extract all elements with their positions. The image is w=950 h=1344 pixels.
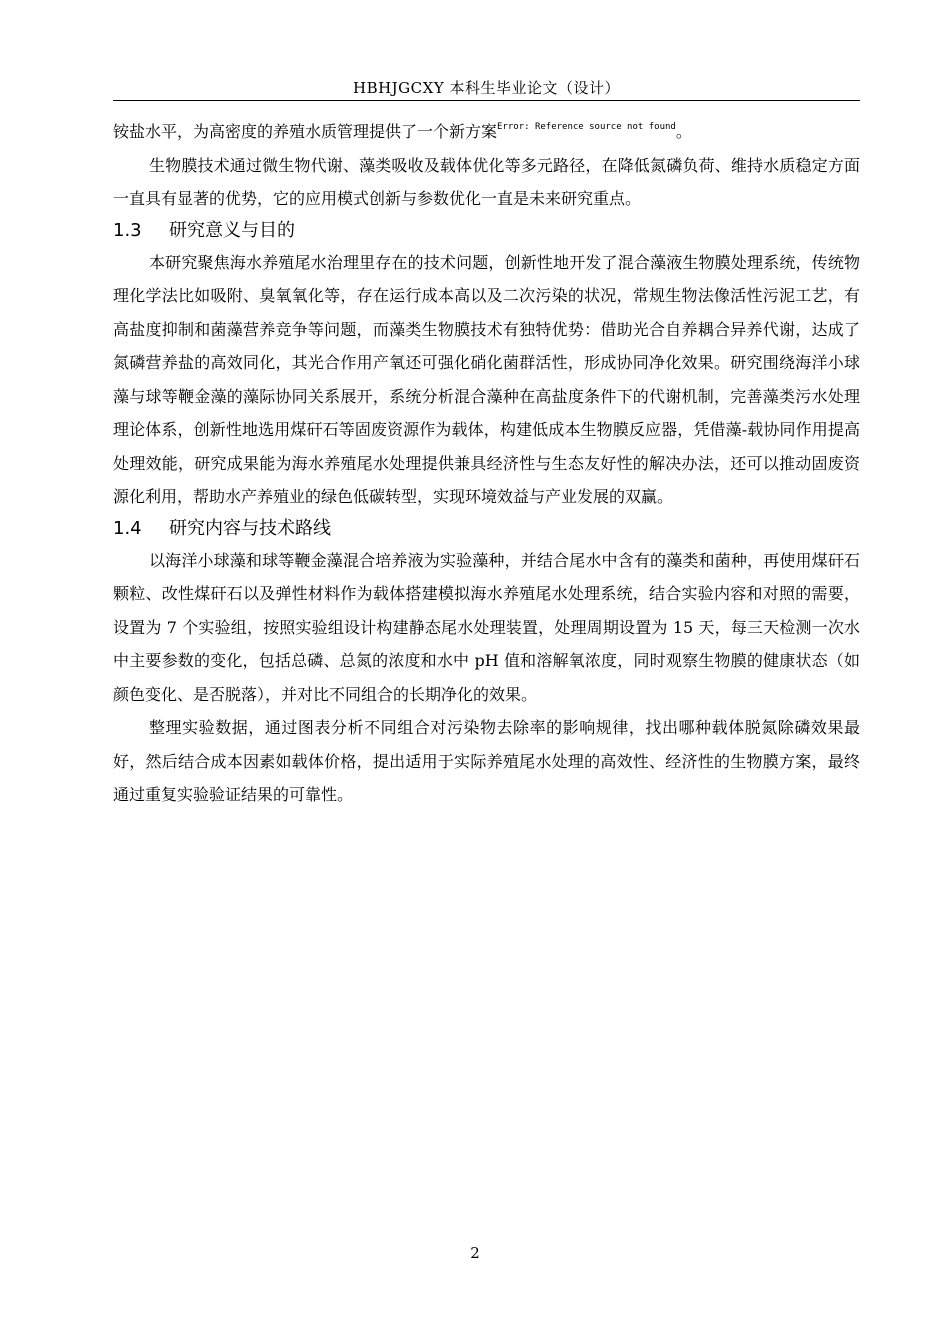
paragraph-biofilm-summary: 生物膜技术通过微生物代谢、藻类吸收及载体优化等多元路径，在降低氮磷负荷、维持水质稳定方面一直具有显著的优势，它的应用模式创新与参数优化一直是未来研究重点。 (113, 155, 860, 208)
section-number: 1.3 (113, 219, 142, 241)
running-header: HBHJGCXY 本科生毕业论文（设计） (352, 79, 620, 97)
page-body (113, 115, 860, 812)
section-number: 1.4 (113, 517, 142, 539)
page-number: 2 (470, 1244, 480, 1262)
paragraph-research-significance: 本研究聚焦海水养殖尾水治理里存在的技术问题，创新性地开发了混合藻液生物膜处理系统，传统物理化学法比如吸附、臭氧氧化等，存在运行成本高以及二次污染的状况，常规生物法像活性污泥工艺，有高盐度抑制和菌藻营养竞争等问题，而藻类生物膜技术有独特优势：借助光合自养耦合异养代谢，达成了氮磷营养盐的高效同化，其光合作用产氧还可强化硝化菌群活性，形成协同净化效果。研究围绕海洋小球藻与球等鞭金藻的藻际协同关系展开，系统分析混合藻种在高盐度条件下的代谢机制，完善藻类污水处理理论体系，创新性地选用煤矸石等固废资源作为载体，构建低成本生物膜反应器，凭借藻-载协同作用提高处理效能，研究成果能为海水养殖尾水处理提供兼具经济性与生态友好性的解决办法，还可以推动固废资源化利用，帮助水产养殖业的绿色低碳转型，实现环境效益与产业发展的双赢。 (113, 252, 860, 506)
header-rule (113, 100, 860, 101)
continued-paragraph (113, 115, 860, 149)
paragraph-end-punct: 。 (675, 122, 692, 141)
reference-error-note: Error: Reference source not found (497, 122, 676, 132)
section-heading-1-4 (113, 514, 860, 544)
paragraph-research-content: 以海洋小球藻和球等鞭金藻混合培养液为实验藻种，并结合尾水中含有的藻类和菌种，再使用煤矸石颗粒、改性煤矸石以及弹性材料作为载体搭建模拟海水养殖尾水处理系统，结合实验内容和对照的需要，设置为 7 个实验组，按照实验组设计构建静态尾水处理装置，处理周期设置为 15 天，每三天检测一次水中主要参数的变化，包括总磷、总氮的浓度和水中 pH 值和溶解氧浓度，同时观察生物膜的健康状态（如颜色变化、是否脱落），并对比不同组合的长期净化的效果。 (113, 550, 860, 704)
paragraph-text: 铵盐水平，为高密度的养殖水质管理提供了一个新方案 (113, 122, 498, 141)
section-title: 研究内容与技术路线 (169, 517, 331, 539)
paragraph-data-analysis: 整理实验数据，通过图表分析不同组合对污染物去除率的影响规律，找出哪种载体脱氮除磷效果最好，然后结合成本因素如载体价格，提出适用于实际养殖尾水处理的高效性、经济性的生物膜方案，最终通过重复实验验证结果的可靠性。 (113, 718, 860, 804)
section-title: 研究意义与目的 (169, 219, 295, 241)
section-heading-1-3 (113, 216, 860, 246)
